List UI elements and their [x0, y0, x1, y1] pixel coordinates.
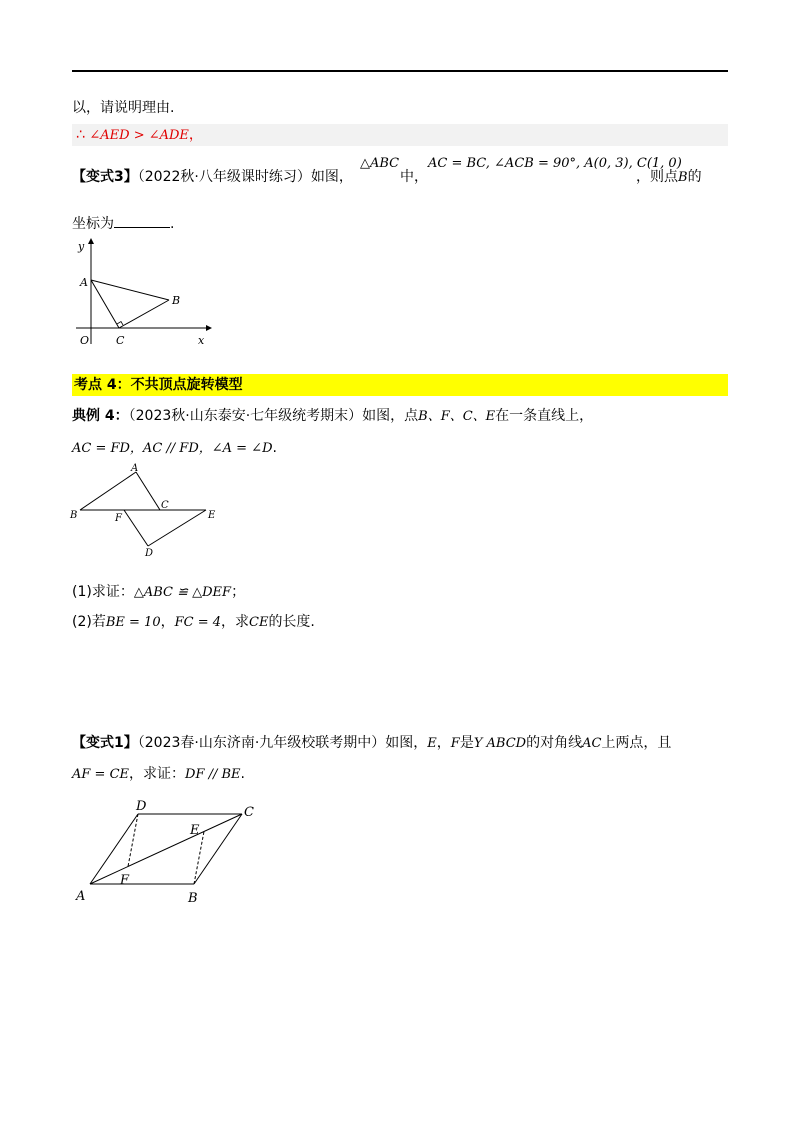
variant3-ask: ，则点B的	[636, 169, 702, 185]
diagonal-ac	[90, 814, 242, 884]
example4-line2: AC = FD，AC // FD，∠A = ∠D.	[72, 440, 277, 456]
label-y: y	[78, 240, 85, 253]
variant3-line2: 坐标为 .	[72, 213, 174, 234]
prev-question-tail: 以，请说明理由.	[72, 100, 175, 116]
label-f: F	[120, 873, 130, 888]
segment-bc	[119, 300, 169, 328]
variant3-line1: 【变式3】（2022秋·八年级课时练习）如图，	[72, 169, 353, 185]
variant3-condition: AC = BC, ∠ACB = 90°, A(0, 3), C(1, 0)	[428, 156, 682, 171]
segment-ab	[91, 280, 169, 300]
segment-ba	[80, 472, 136, 510]
label-x: x	[198, 334, 205, 347]
label-f: F	[115, 513, 122, 524]
label-a: A	[80, 276, 88, 289]
coordinate-figure	[72, 236, 222, 348]
answer-line: ∴ ∠AED > ∠ADE，	[76, 127, 203, 143]
answer-blank	[114, 213, 170, 228]
right-angle-mark	[117, 322, 123, 326]
variant1-line1: 【变式1】（2023春·山东济南·九年级校联考期中）如图，E，F是Y ABCD的对角线AC上两点，且	[72, 735, 672, 751]
triangles-figure	[64, 460, 224, 560]
variant3-tag: 【变式3】	[72, 169, 138, 185]
label-b: B	[172, 294, 181, 307]
label-d: D	[145, 548, 154, 559]
label-d: D	[136, 799, 147, 814]
segment-bc	[194, 814, 242, 884]
variant3-triangle: △ABC	[360, 156, 400, 171]
section-title: 考点 4：不共顶点旋转模型	[74, 377, 243, 393]
label-a: A	[131, 463, 139, 474]
example4-tag: 典例 4：	[72, 408, 129, 424]
example4-line1: 典例 4：（2023秋·山东泰安·七年级统考期末）如图，点B、F、C、E在一条直线上，	[72, 408, 594, 424]
label-o: O	[80, 334, 90, 347]
label-c: C	[244, 805, 254, 820]
segment-de	[148, 510, 206, 546]
label-c: C	[161, 500, 169, 511]
label-c: C	[116, 334, 125, 347]
label-a: A	[76, 889, 86, 904]
label-e: E	[190, 823, 200, 838]
question-2: (2)若BE = 10，FC = 4，求CE的长度.	[72, 614, 315, 630]
question-1: (1)求证：△ABC ≌ △DEF；	[72, 584, 246, 600]
parallelogram-figure	[70, 792, 270, 910]
label-e: E	[208, 510, 216, 521]
segment-ac	[136, 472, 160, 510]
segment-fd	[124, 510, 148, 546]
variant3-zhong: 中，	[400, 169, 428, 185]
variant1-tag: 【变式1】	[72, 735, 138, 751]
label-b: B	[70, 510, 78, 521]
variant1-line2: AF = CE，求证：DF // BE.	[72, 766, 245, 782]
y-axis-arrow	[88, 238, 94, 244]
segment-ac	[91, 280, 119, 328]
segment-ad	[90, 814, 138, 884]
label-b: B	[188, 891, 198, 906]
x-axis-arrow	[206, 325, 212, 331]
header-rule	[72, 70, 728, 72]
